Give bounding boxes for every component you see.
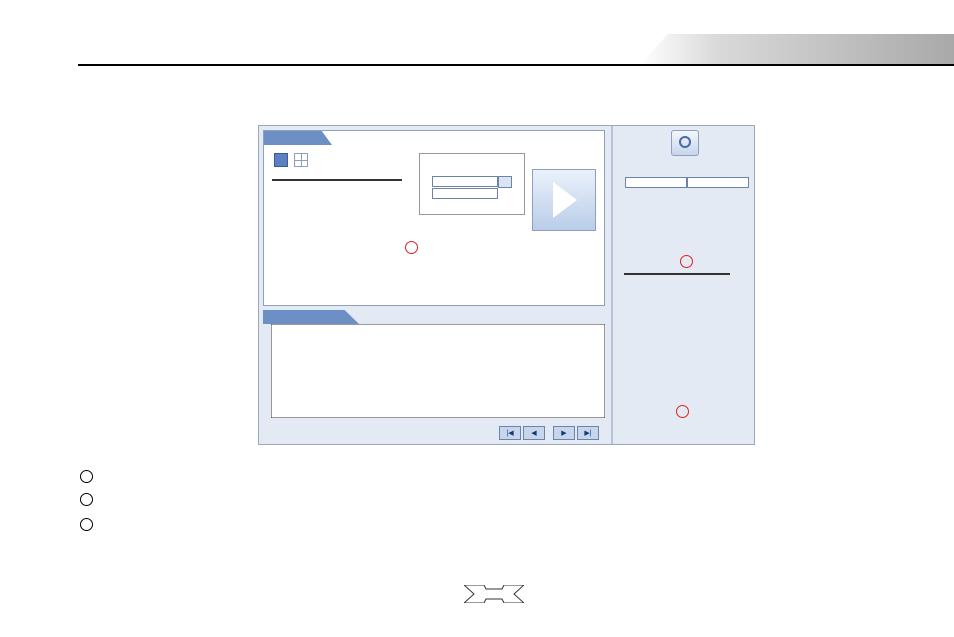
month-select[interactable] bbox=[687, 177, 749, 188]
single-view-icon[interactable] bbox=[274, 153, 288, 167]
step2-text bbox=[80, 468, 908, 483]
last-page-button[interactable]: ▶| bbox=[577, 426, 599, 440]
magnifier-icon bbox=[679, 136, 691, 148]
time-search-screenshot bbox=[258, 125, 755, 445]
record-channel-grid bbox=[624, 273, 730, 275]
quad-view-icon[interactable] bbox=[294, 153, 308, 167]
marker-2 bbox=[680, 255, 693, 268]
marker-1 bbox=[405, 241, 418, 254]
play-panel bbox=[263, 130, 605, 306]
data-info-tab bbox=[263, 310, 359, 324]
divider bbox=[611, 126, 613, 444]
first-page-button[interactable]: |◀ bbox=[499, 426, 521, 440]
search-button[interactable] bbox=[671, 130, 699, 156]
header-rule bbox=[78, 64, 954, 66]
play-button[interactable] bbox=[532, 169, 596, 231]
data-info-panel bbox=[263, 310, 603, 422]
prev-page-button[interactable]: ◀ bbox=[523, 426, 545, 440]
next-page-button[interactable]: ▶ bbox=[553, 426, 575, 440]
record-timeline bbox=[271, 324, 605, 418]
header-band bbox=[640, 34, 954, 64]
step2-text-cont bbox=[80, 491, 93, 507]
page-number-badge bbox=[464, 585, 524, 603]
start-time-box bbox=[419, 153, 525, 215]
year-select[interactable] bbox=[625, 177, 687, 188]
time-input[interactable] bbox=[432, 188, 498, 199]
play-tab bbox=[264, 131, 332, 145]
play-channel-grid bbox=[272, 179, 402, 181]
date-input[interactable] bbox=[432, 176, 498, 187]
step3-text bbox=[80, 516, 93, 532]
play-icon bbox=[553, 182, 577, 218]
calendar-button[interactable] bbox=[498, 176, 512, 188]
marker-3 bbox=[676, 405, 689, 418]
